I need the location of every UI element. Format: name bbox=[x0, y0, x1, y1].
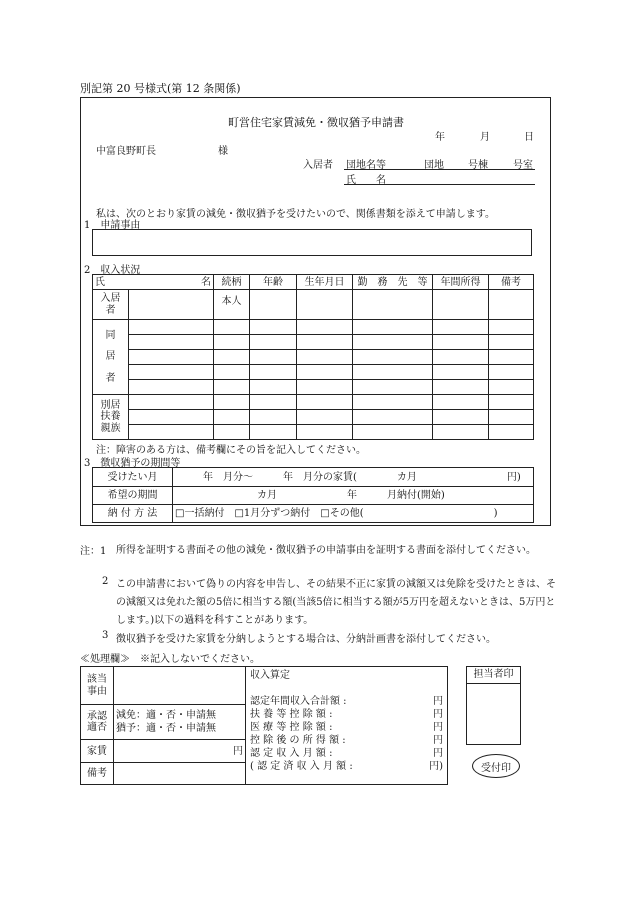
proc-reason-value[interactable] bbox=[114, 667, 246, 705]
proc-rent-value[interactable]: 円 bbox=[114, 740, 246, 763]
cell[interactable] bbox=[433, 335, 489, 350]
cell[interactable] bbox=[297, 410, 353, 425]
cell[interactable] bbox=[250, 410, 297, 425]
proc-reason-label: 該当 事由 bbox=[81, 667, 114, 705]
cell[interactable] bbox=[489, 320, 534, 335]
calc-row: 認 定 収 入 月 額 : 円 bbox=[250, 748, 443, 759]
header-relation: 続柄 bbox=[214, 275, 250, 290]
header-birthdate: 生年月日 bbox=[297, 275, 353, 290]
cell[interactable] bbox=[433, 365, 489, 380]
received-stamp: 受付印 bbox=[472, 754, 520, 778]
processing-label: ≪処理欄≫ ※記入しないでください。 bbox=[80, 654, 260, 665]
cell[interactable] bbox=[353, 425, 433, 440]
building-unit: 号棟 bbox=[468, 160, 488, 171]
note3-text: 徴収猶予を受けた家賃を分納しようとする場合は、分納計画書を添付してください。 bbox=[116, 634, 496, 645]
proc-remarks-value[interactable] bbox=[114, 763, 246, 785]
deferral-table bbox=[92, 467, 534, 523]
section2-heading: 2 収入状況 bbox=[84, 265, 141, 276]
cell[interactable] bbox=[250, 380, 297, 395]
complex-underline bbox=[344, 169, 535, 170]
cell[interactable] bbox=[353, 320, 433, 335]
cell[interactable] bbox=[297, 290, 353, 320]
cell[interactable] bbox=[129, 380, 214, 395]
cell[interactable] bbox=[129, 335, 214, 350]
note1-num: 注：1 bbox=[80, 546, 107, 557]
header-employer: 勤 務 先 等 bbox=[353, 275, 433, 290]
proc-approval-value: 減免：適・否・申請無 猶予：適・否・申請無 bbox=[114, 705, 246, 740]
cell[interactable] bbox=[433, 425, 489, 440]
cell[interactable] bbox=[297, 350, 353, 365]
cell[interactable] bbox=[297, 395, 353, 410]
header-remarks: 備考 bbox=[489, 275, 534, 290]
addressee-suffix: 様 bbox=[218, 146, 228, 157]
cell[interactable] bbox=[489, 380, 534, 395]
cell[interactable] bbox=[489, 395, 534, 410]
note3-num: 3 bbox=[102, 630, 109, 641]
cell[interactable] bbox=[250, 290, 297, 320]
cell[interactable] bbox=[250, 335, 297, 350]
calc-row: 医 療 等 控 除 額 : 円 bbox=[250, 722, 443, 733]
cell[interactable] bbox=[353, 290, 433, 320]
cell[interactable] bbox=[297, 320, 353, 335]
income-note: 注：障害のある方は、備考欄にその旨を記入してください。 bbox=[96, 445, 366, 456]
date-year: 年 bbox=[435, 132, 445, 143]
reason-input[interactable] bbox=[92, 229, 532, 256]
header-annual-income: 年間所得 bbox=[433, 275, 489, 290]
cell[interactable] bbox=[353, 395, 433, 410]
deferral-label-period: 希望の期間 bbox=[93, 487, 173, 505]
proc-remarks-label: 備考 bbox=[81, 763, 114, 785]
resident-label: 入居者 bbox=[303, 160, 333, 171]
cell[interactable] bbox=[297, 335, 353, 350]
cell[interactable] bbox=[214, 350, 250, 365]
deferral-label-month: 受けたい月 bbox=[93, 468, 173, 487]
cell[interactable] bbox=[129, 395, 214, 410]
cell[interactable] bbox=[297, 380, 353, 395]
note2-num: 2 bbox=[102, 576, 109, 587]
calc-title: 収入算定 bbox=[250, 670, 290, 681]
cell[interactable] bbox=[214, 335, 250, 350]
cell[interactable] bbox=[250, 425, 297, 440]
income-table bbox=[92, 274, 534, 440]
cell[interactable] bbox=[489, 365, 534, 380]
proc-calc-cell bbox=[246, 667, 448, 785]
cell[interactable] bbox=[353, 365, 433, 380]
cell[interactable] bbox=[433, 290, 489, 320]
cell[interactable] bbox=[433, 350, 489, 365]
complex-label: 団地名等 bbox=[346, 160, 386, 171]
cell[interactable] bbox=[297, 365, 353, 380]
cell[interactable] bbox=[297, 425, 353, 440]
cell[interactable] bbox=[214, 365, 250, 380]
cell[interactable] bbox=[353, 335, 433, 350]
room-unit: 号室 bbox=[513, 160, 533, 171]
name-label: 氏 名 bbox=[346, 175, 386, 186]
cell[interactable] bbox=[489, 425, 534, 440]
cell[interactable] bbox=[214, 395, 250, 410]
deferral-period-value[interactable]: カ月 年 月納付(開始) bbox=[173, 487, 534, 505]
proc-approval-label: 承認 適否 bbox=[81, 705, 114, 740]
processing-table bbox=[80, 666, 448, 785]
date-month: 月 bbox=[480, 132, 490, 143]
cell[interactable] bbox=[433, 410, 489, 425]
cell[interactable] bbox=[353, 380, 433, 395]
form-title: 町営住宅家賃減免・徴収猶予申請書 bbox=[228, 116, 404, 129]
calc-row: 扶 養 等 控 除 額 : 円 bbox=[250, 709, 443, 720]
household-group-label: 同 居 者 bbox=[93, 320, 129, 395]
name-underline bbox=[344, 184, 535, 185]
cell[interactable] bbox=[433, 395, 489, 410]
calc-row: 控 除 後 の 所 得 額 : 円 bbox=[250, 735, 443, 746]
section3-heading: 3 徴収猶予の期間等 bbox=[84, 458, 181, 469]
cell[interactable] bbox=[214, 425, 250, 440]
cell[interactable] bbox=[353, 350, 433, 365]
staff-stamp-box bbox=[466, 666, 521, 745]
cell[interactable] bbox=[489, 290, 534, 320]
header-age: 年齢 bbox=[250, 275, 297, 290]
cell[interactable] bbox=[489, 410, 534, 425]
cell[interactable] bbox=[489, 350, 534, 365]
cell[interactable] bbox=[250, 320, 297, 335]
cell[interactable] bbox=[129, 365, 214, 380]
cell[interactable] bbox=[129, 350, 214, 365]
cell[interactable] bbox=[129, 320, 214, 335]
note1-text: 所得を証明する書面その他の減免・徴収猶予の申請事由を証明する書面を添付してください。 bbox=[116, 545, 536, 556]
form-label: 別記第 20 号様式(第 12 条関係) bbox=[80, 82, 241, 95]
addressee: 中富良野町長 bbox=[96, 146, 156, 157]
cell[interactable] bbox=[250, 350, 297, 365]
section1-heading: 1 申請事由 bbox=[84, 220, 141, 231]
calc-row: 認定年間収入合計額 : 円 bbox=[250, 696, 443, 707]
date-day: 日 bbox=[524, 132, 534, 143]
complex-unit: 団地 bbox=[424, 160, 444, 171]
intro-text: 私は、次のとおり家賃の減免・徴収猶予を受けたいので、関係書類を添えて申請します。 bbox=[96, 209, 495, 220]
resident-name-cell[interactable] bbox=[129, 290, 214, 320]
note2-text: この申請書において偽りの内容を申告し、その結果不正に家賃の減額又は免除を受けたときは、その減額又は免れた額の5倍に相当する額(当該5倍に相当する額が5万円を超えないときは、5万円とします。)以下の過料を科すことがあります。 bbox=[116, 579, 556, 626]
cell[interactable] bbox=[250, 365, 297, 380]
proc-rent-label: 家賃 bbox=[81, 740, 114, 763]
cell[interactable] bbox=[433, 320, 489, 335]
relation-self: 本人 bbox=[214, 290, 250, 320]
cell[interactable] bbox=[433, 380, 489, 395]
cell[interactable] bbox=[214, 410, 250, 425]
calc-row: ( 認 定 済 収 入 月 額 : 円) bbox=[250, 761, 443, 772]
cell[interactable] bbox=[489, 335, 534, 350]
cell[interactable] bbox=[129, 410, 214, 425]
resident-group-label: 入居 者 bbox=[93, 290, 129, 320]
cell[interactable] bbox=[353, 410, 433, 425]
cell[interactable] bbox=[214, 380, 250, 395]
header-name: 氏 名 bbox=[93, 275, 214, 290]
cell[interactable] bbox=[129, 425, 214, 440]
deferral-label-method: 納 付 方 法 bbox=[93, 505, 173, 523]
deferral-method-value[interactable]: □一括納付 □1月分ずつ納付 □その他( ) bbox=[173, 505, 534, 523]
separate-group-label: 別居 扶養 親族 bbox=[93, 395, 129, 440]
cell[interactable] bbox=[214, 320, 250, 335]
staff-stamp-label: 担当者印 bbox=[467, 667, 520, 684]
cell[interactable] bbox=[250, 395, 297, 410]
deferral-month-value[interactable]: 年 月分〜 年 月分の家賃( カ月 円) bbox=[173, 468, 534, 487]
